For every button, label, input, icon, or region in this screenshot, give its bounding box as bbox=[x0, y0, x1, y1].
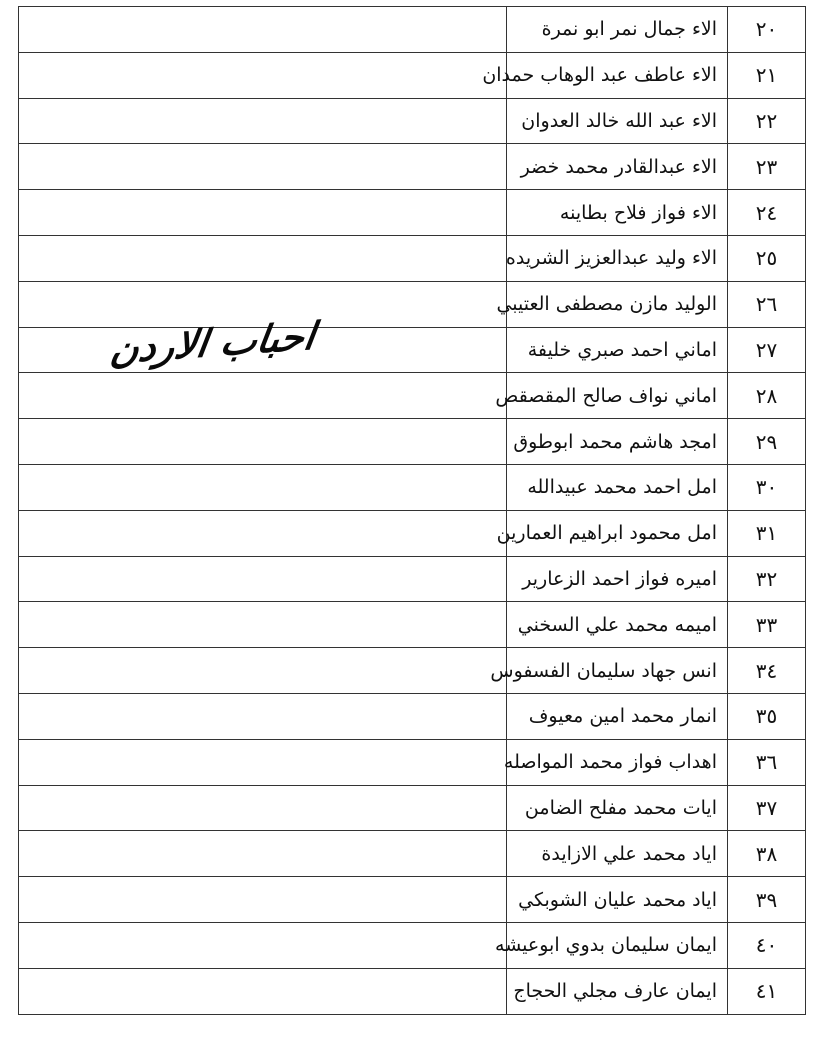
table-row bbox=[19, 648, 806, 694]
row-name: الاء وليد عبدالعزيز الشريده bbox=[507, 235, 728, 281]
row-number: ٣٧ bbox=[728, 785, 806, 831]
names-table-body bbox=[19, 7, 806, 1015]
row-number: ٢٥ bbox=[728, 235, 806, 281]
row-blank-cell bbox=[19, 373, 507, 419]
row-name: الاء عبد الله خالد العدوان bbox=[507, 98, 728, 144]
row-number: ٣٣ bbox=[728, 602, 806, 648]
row-name: اميمه محمد علي السخني bbox=[507, 602, 728, 648]
table-row bbox=[19, 693, 806, 739]
row-blank-cell bbox=[19, 968, 507, 1014]
table-row bbox=[19, 831, 806, 877]
names-table bbox=[18, 6, 806, 1015]
table-row bbox=[19, 98, 806, 144]
table-row bbox=[19, 602, 806, 648]
row-blank-cell bbox=[19, 693, 507, 739]
row-number: ٤١ bbox=[728, 968, 806, 1014]
row-number: ٢٧ bbox=[728, 327, 806, 373]
table-row bbox=[19, 556, 806, 602]
table-row bbox=[19, 922, 806, 968]
row-blank-cell bbox=[19, 7, 507, 53]
row-number: ٢٣ bbox=[728, 144, 806, 190]
row-blank-cell bbox=[19, 464, 507, 510]
table-row bbox=[19, 419, 806, 465]
row-name: امجد هاشم محمد ابوطوق bbox=[507, 419, 728, 465]
table-row bbox=[19, 968, 806, 1014]
row-name: امل محمود ابراهيم العمارين bbox=[507, 510, 728, 556]
row-name: انمار محمد امين معيوف bbox=[507, 693, 728, 739]
row-number: ٣٥ bbox=[728, 693, 806, 739]
table-row bbox=[19, 144, 806, 190]
row-blank-cell bbox=[19, 877, 507, 923]
row-name: الاء جمال نمر ابو نمرة bbox=[507, 7, 728, 53]
row-blank-cell bbox=[19, 602, 507, 648]
row-number: ٣٩ bbox=[728, 877, 806, 923]
row-blank-cell bbox=[19, 98, 507, 144]
row-name: اياد محمد عليان الشوبكي bbox=[507, 877, 728, 923]
row-number: ٤٠ bbox=[728, 922, 806, 968]
row-blank-cell bbox=[19, 510, 507, 556]
watermark-text: احباب الاردن bbox=[107, 313, 318, 372]
row-number: ٣٢ bbox=[728, 556, 806, 602]
row-name: اماني نواف صالح المقصقص bbox=[507, 373, 728, 419]
row-blank-cell bbox=[19, 556, 507, 602]
table-row bbox=[19, 235, 806, 281]
row-number: ٣٨ bbox=[728, 831, 806, 877]
row-name: انس جهاد سليمان الفسفوس bbox=[507, 648, 728, 694]
table-row bbox=[19, 464, 806, 510]
row-name: ايمان سليمان بدوي ابوعيشه bbox=[507, 922, 728, 968]
row-name: ايمان عارف مجلي الحجاج bbox=[507, 968, 728, 1014]
row-number: ٣١ bbox=[728, 510, 806, 556]
row-name: ايات محمد مفلح الضامن bbox=[507, 785, 728, 831]
row-number: ٢٨ bbox=[728, 373, 806, 419]
row-number: ٢٠ bbox=[728, 7, 806, 53]
row-blank-cell bbox=[19, 648, 507, 694]
row-name: امل احمد محمد عبيدالله bbox=[507, 464, 728, 510]
row-blank-cell bbox=[19, 785, 507, 831]
row-number: ٢٩ bbox=[728, 419, 806, 465]
table-row bbox=[19, 190, 806, 236]
row-name: الوليد مازن مصطفى العتيبي bbox=[507, 281, 728, 327]
row-blank-cell bbox=[19, 739, 507, 785]
table-row bbox=[19, 52, 806, 98]
roster-sheet bbox=[18, 6, 806, 1015]
row-blank-cell bbox=[19, 235, 507, 281]
table-row bbox=[19, 373, 806, 419]
row-name: اماني احمد صبري خليفة bbox=[507, 327, 728, 373]
table-row bbox=[19, 7, 806, 53]
row-blank-cell bbox=[19, 922, 507, 968]
row-number: ٣٦ bbox=[728, 739, 806, 785]
row-name: الاء فواز فلاح بطاينه bbox=[507, 190, 728, 236]
row-number: ٢١ bbox=[728, 52, 806, 98]
row-number: ٣٠ bbox=[728, 464, 806, 510]
row-name: اياد محمد علي الازايدة bbox=[507, 831, 728, 877]
table-row bbox=[19, 510, 806, 556]
row-name: اهداب فواز محمد المواصله bbox=[507, 739, 728, 785]
row-number: ٢٤ bbox=[728, 190, 806, 236]
row-number: ٢٢ bbox=[728, 98, 806, 144]
table-row bbox=[19, 739, 806, 785]
row-blank-cell bbox=[19, 144, 507, 190]
row-name: اميره فواز احمد الزعارير bbox=[507, 556, 728, 602]
row-name: الاء عبدالقادر محمد خضر bbox=[507, 144, 728, 190]
row-blank-cell bbox=[19, 831, 507, 877]
row-number: ٢٦ bbox=[728, 281, 806, 327]
row-blank-cell bbox=[19, 419, 507, 465]
table-row bbox=[19, 877, 806, 923]
row-name: الاء عاطف عبد الوهاب حمدان bbox=[507, 52, 728, 98]
row-blank-cell bbox=[19, 52, 507, 98]
table-row bbox=[19, 785, 806, 831]
table-row bbox=[19, 281, 806, 327]
row-blank-cell bbox=[19, 190, 507, 236]
row-number: ٣٤ bbox=[728, 648, 806, 694]
